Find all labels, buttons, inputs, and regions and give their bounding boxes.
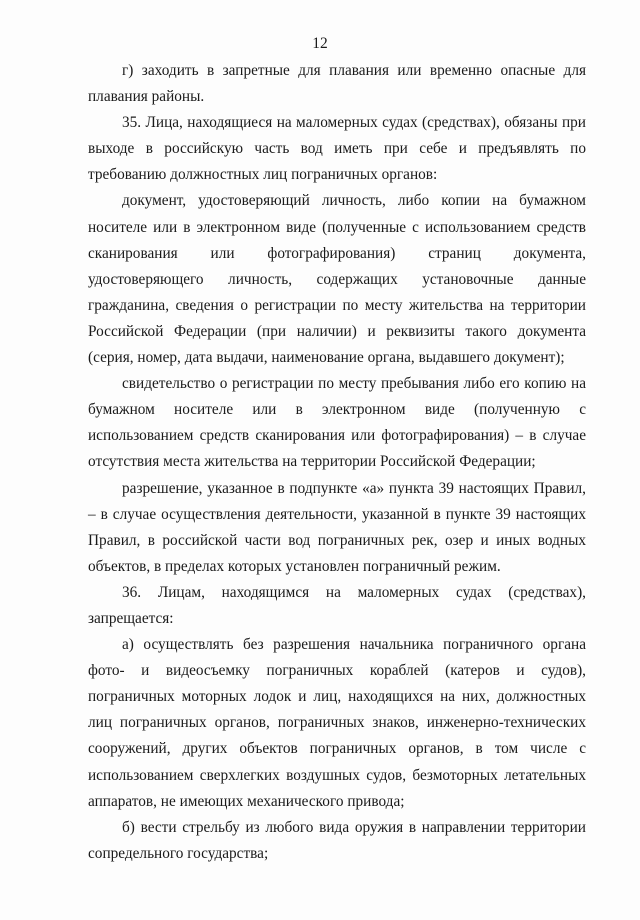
paragraph-registration-certificate: свидетельство о регистрации по месту пребывания либо его копию на бумажном носителе или в электронном виде (полученную с использованием средств сканирования или фотографирования) – в случае отсутствия места жительства на территории Российской Федерации; [88,375,586,471]
paragraph-item-g-continued: г) заходить в запретные для плавания или временно опасные для плавания районы. [88,62,586,106]
paragraph-identity-document: документ, удостоверяющий личность, либо копии на бумажном носителе или в электронном виде (полученные с использованием средств сканирования или фотографирования) страниц документа, удостоверяющего личность, содержащих установочные данные гражданина, сведения о регистрации по месту жительства на территории Российской Федерации (при наличии) и реквизиты такого документа (серия, номер, дата выдачи, наименование органа, выдавшего документ); [88,192,586,367]
paragraph-35: 35. Лица, находящиеся на маломерных судах (средствах), обязаны при выходе в российскую часть вод иметь при себе и предъявлять по требованию должностных лиц пограничных органов: [88,114,586,184]
paragraph-permit: разрешение, указанное в подпункте «а» пункта 39 настоящих Правил, – в случае осуществления деятельности, указанной в пункте 39 настоящих Правил, в российской части вод пограничных рек, озер и иных водных объектов, в пределах которых установлен пограничный режим. [88,479,586,575]
page-number: 12 [312,35,328,52]
document-body [88,58,586,867]
paragraph-36: 36. Лицам, находящимся на маломерных судах (средствах), запрещается: [88,583,586,627]
paragraph-item-b: б) вести стрельбу из любого вида оружия в направлении территории сопредельного государства; [88,818,586,862]
paragraph-item-a: а) осуществлять без разрешения начальника пограничного органа фото- и видеосъемку пограничных кораблей (катеров и судов), пограничных моторных лодок и лиц, находящихся на них, должностных лиц пограничных органов, пограничных знаков, инженерно-технических сооружений, других объектов пограничных органов, в том числе с использованием сверхлегких воздушных судов, безмоторных летательных аппаратов, не имеющих механического привода; [88,636,586,810]
